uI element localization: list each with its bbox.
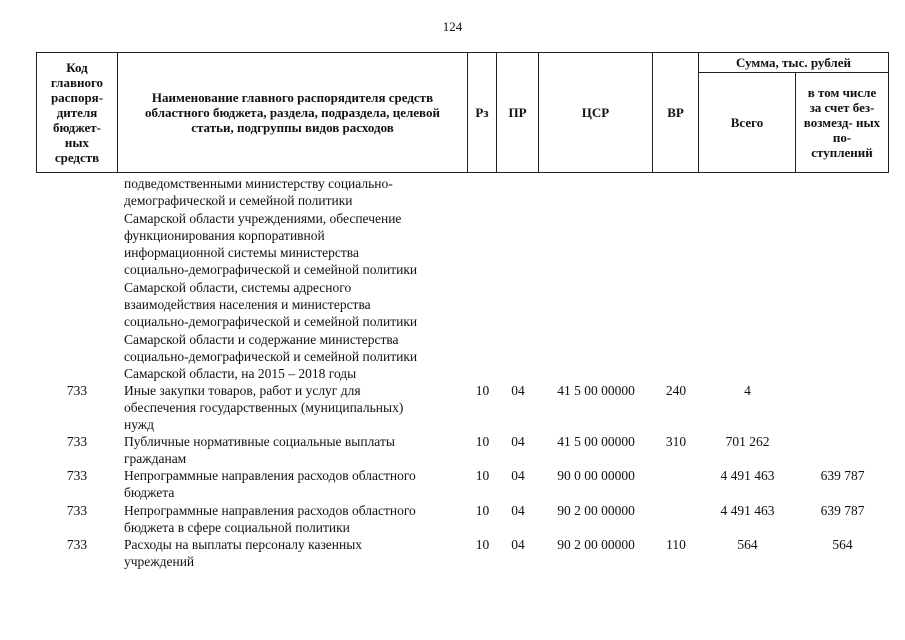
row-incl: 639 787 <box>820 468 865 483</box>
row-name-line: Непрограммные направления расходов областного <box>124 503 416 518</box>
row-name-line: бюджета <box>124 485 175 500</box>
row-total: 4 491 463 <box>720 468 775 483</box>
page-number: 124 <box>442 19 463 34</box>
continuation-line: социально-демографической и семейной политики <box>124 348 418 364</box>
header-vr <box>653 52 699 173</box>
row-name-line: обеспечения государственных (муниципальных) <box>124 400 404 415</box>
continuation-line: подведомственными министерству социально- <box>124 176 393 191</box>
continuation-line: демографической и семейной политики <box>124 193 353 209</box>
header-csr <box>539 52 653 173</box>
header-code-text: Код главного распоря- дителя бюджет- ных средств <box>50 60 104 165</box>
row-name-line: Расходы на выплаты персоналу казенных <box>124 537 363 552</box>
row-code: 733 <box>66 434 88 449</box>
header-total-text: Всего <box>730 114 764 130</box>
row-name-line: Непрограммные направления расходов областного <box>124 468 416 483</box>
row-code: 733 <box>66 383 88 398</box>
row-name-line: Публичные нормативные социальные выплаты <box>124 434 395 449</box>
header-code <box>36 52 118 173</box>
header-pr-text: ПР <box>508 105 527 120</box>
row-csr: 41 5 00 00000 <box>557 383 635 398</box>
row-code: 733 <box>66 537 88 552</box>
header-vr-text: ВР <box>667 105 684 120</box>
row-name-line: учреждений <box>124 554 195 569</box>
row-total: 4 <box>744 383 751 398</box>
header-total <box>699 72 796 173</box>
row-pr: 04 <box>511 383 525 398</box>
continuation-line: социально-демографической и семейной политики <box>124 314 418 330</box>
row-code: 733 <box>66 503 88 518</box>
row-vr: 110 <box>666 537 686 552</box>
header-rz <box>468 52 497 173</box>
row-pr: 04 <box>511 503 525 518</box>
row-total: 564 <box>737 537 758 552</box>
continuation-line: социально-демографической и семейной политики <box>124 262 418 278</box>
row-csr: 41 5 00 00000 <box>557 434 635 449</box>
header-incl <box>796 72 889 173</box>
header-sum-text: Сумма, тыс. рублей <box>736 55 851 70</box>
row-name-line: нужд <box>124 417 154 432</box>
row-rz: 10 <box>475 468 490 483</box>
header-sum <box>699 52 889 73</box>
row-vr: 310 <box>665 434 687 449</box>
row-name-line: Иные закупки товаров, работ и услуг для <box>124 383 361 398</box>
continuation-line: Самарской области учреждениями, обеспечение <box>124 210 402 226</box>
row-incl: 564 <box>832 537 853 552</box>
continuation-block <box>124 175 417 383</box>
header-incl-text: в том числе за счет без- возмезд- ных по- ступлений <box>803 84 881 160</box>
row-rz: 10 <box>475 537 490 552</box>
continuation-line: Самарской области, на 2015 – 2018 годы <box>124 366 357 382</box>
continuation-line: Самарской области, системы адресного <box>124 279 352 295</box>
row-csr: 90 2 00 00000 <box>557 503 635 518</box>
row-pr: 04 <box>511 537 525 552</box>
row-csr: 90 0 00 00000 <box>557 468 635 483</box>
row-pr: 04 <box>511 468 525 483</box>
row-rz: 10 <box>475 434 490 449</box>
continuation-line: информационной системы министерства <box>124 245 359 261</box>
continuation-line: функционирования корпоративной <box>124 227 325 243</box>
row-name-line: бюджета в сфере социальной политики <box>124 520 350 535</box>
row-pr: 04 <box>511 434 525 449</box>
row-vr: 240 <box>665 383 687 398</box>
header-name-text: Наименование главного распорядителя средств областного бюджета, раздела, подраздела, целевой статьи, подгруппы видов расходов <box>145 90 440 135</box>
row-code: 733 <box>66 468 88 483</box>
continuation-line: взаимодействия населения и министерства <box>124 297 371 313</box>
header-name <box>118 52 468 173</box>
row-incl: 639 787 <box>820 503 865 518</box>
row-total: 701 262 <box>725 434 770 449</box>
header-pr <box>497 52 539 173</box>
header-csr-text: ЦСР <box>581 105 610 120</box>
row-rz: 10 <box>475 383 490 398</box>
row-csr: 90 2 00 00000 <box>557 537 635 552</box>
row-rz: 10 <box>475 503 490 518</box>
continuation-line: Самарской области и содержание министерства <box>124 331 399 347</box>
row-name-line: гражданам <box>124 451 187 466</box>
row-total: 4 491 463 <box>720 503 775 518</box>
header-rz-text: Рз <box>475 105 489 120</box>
